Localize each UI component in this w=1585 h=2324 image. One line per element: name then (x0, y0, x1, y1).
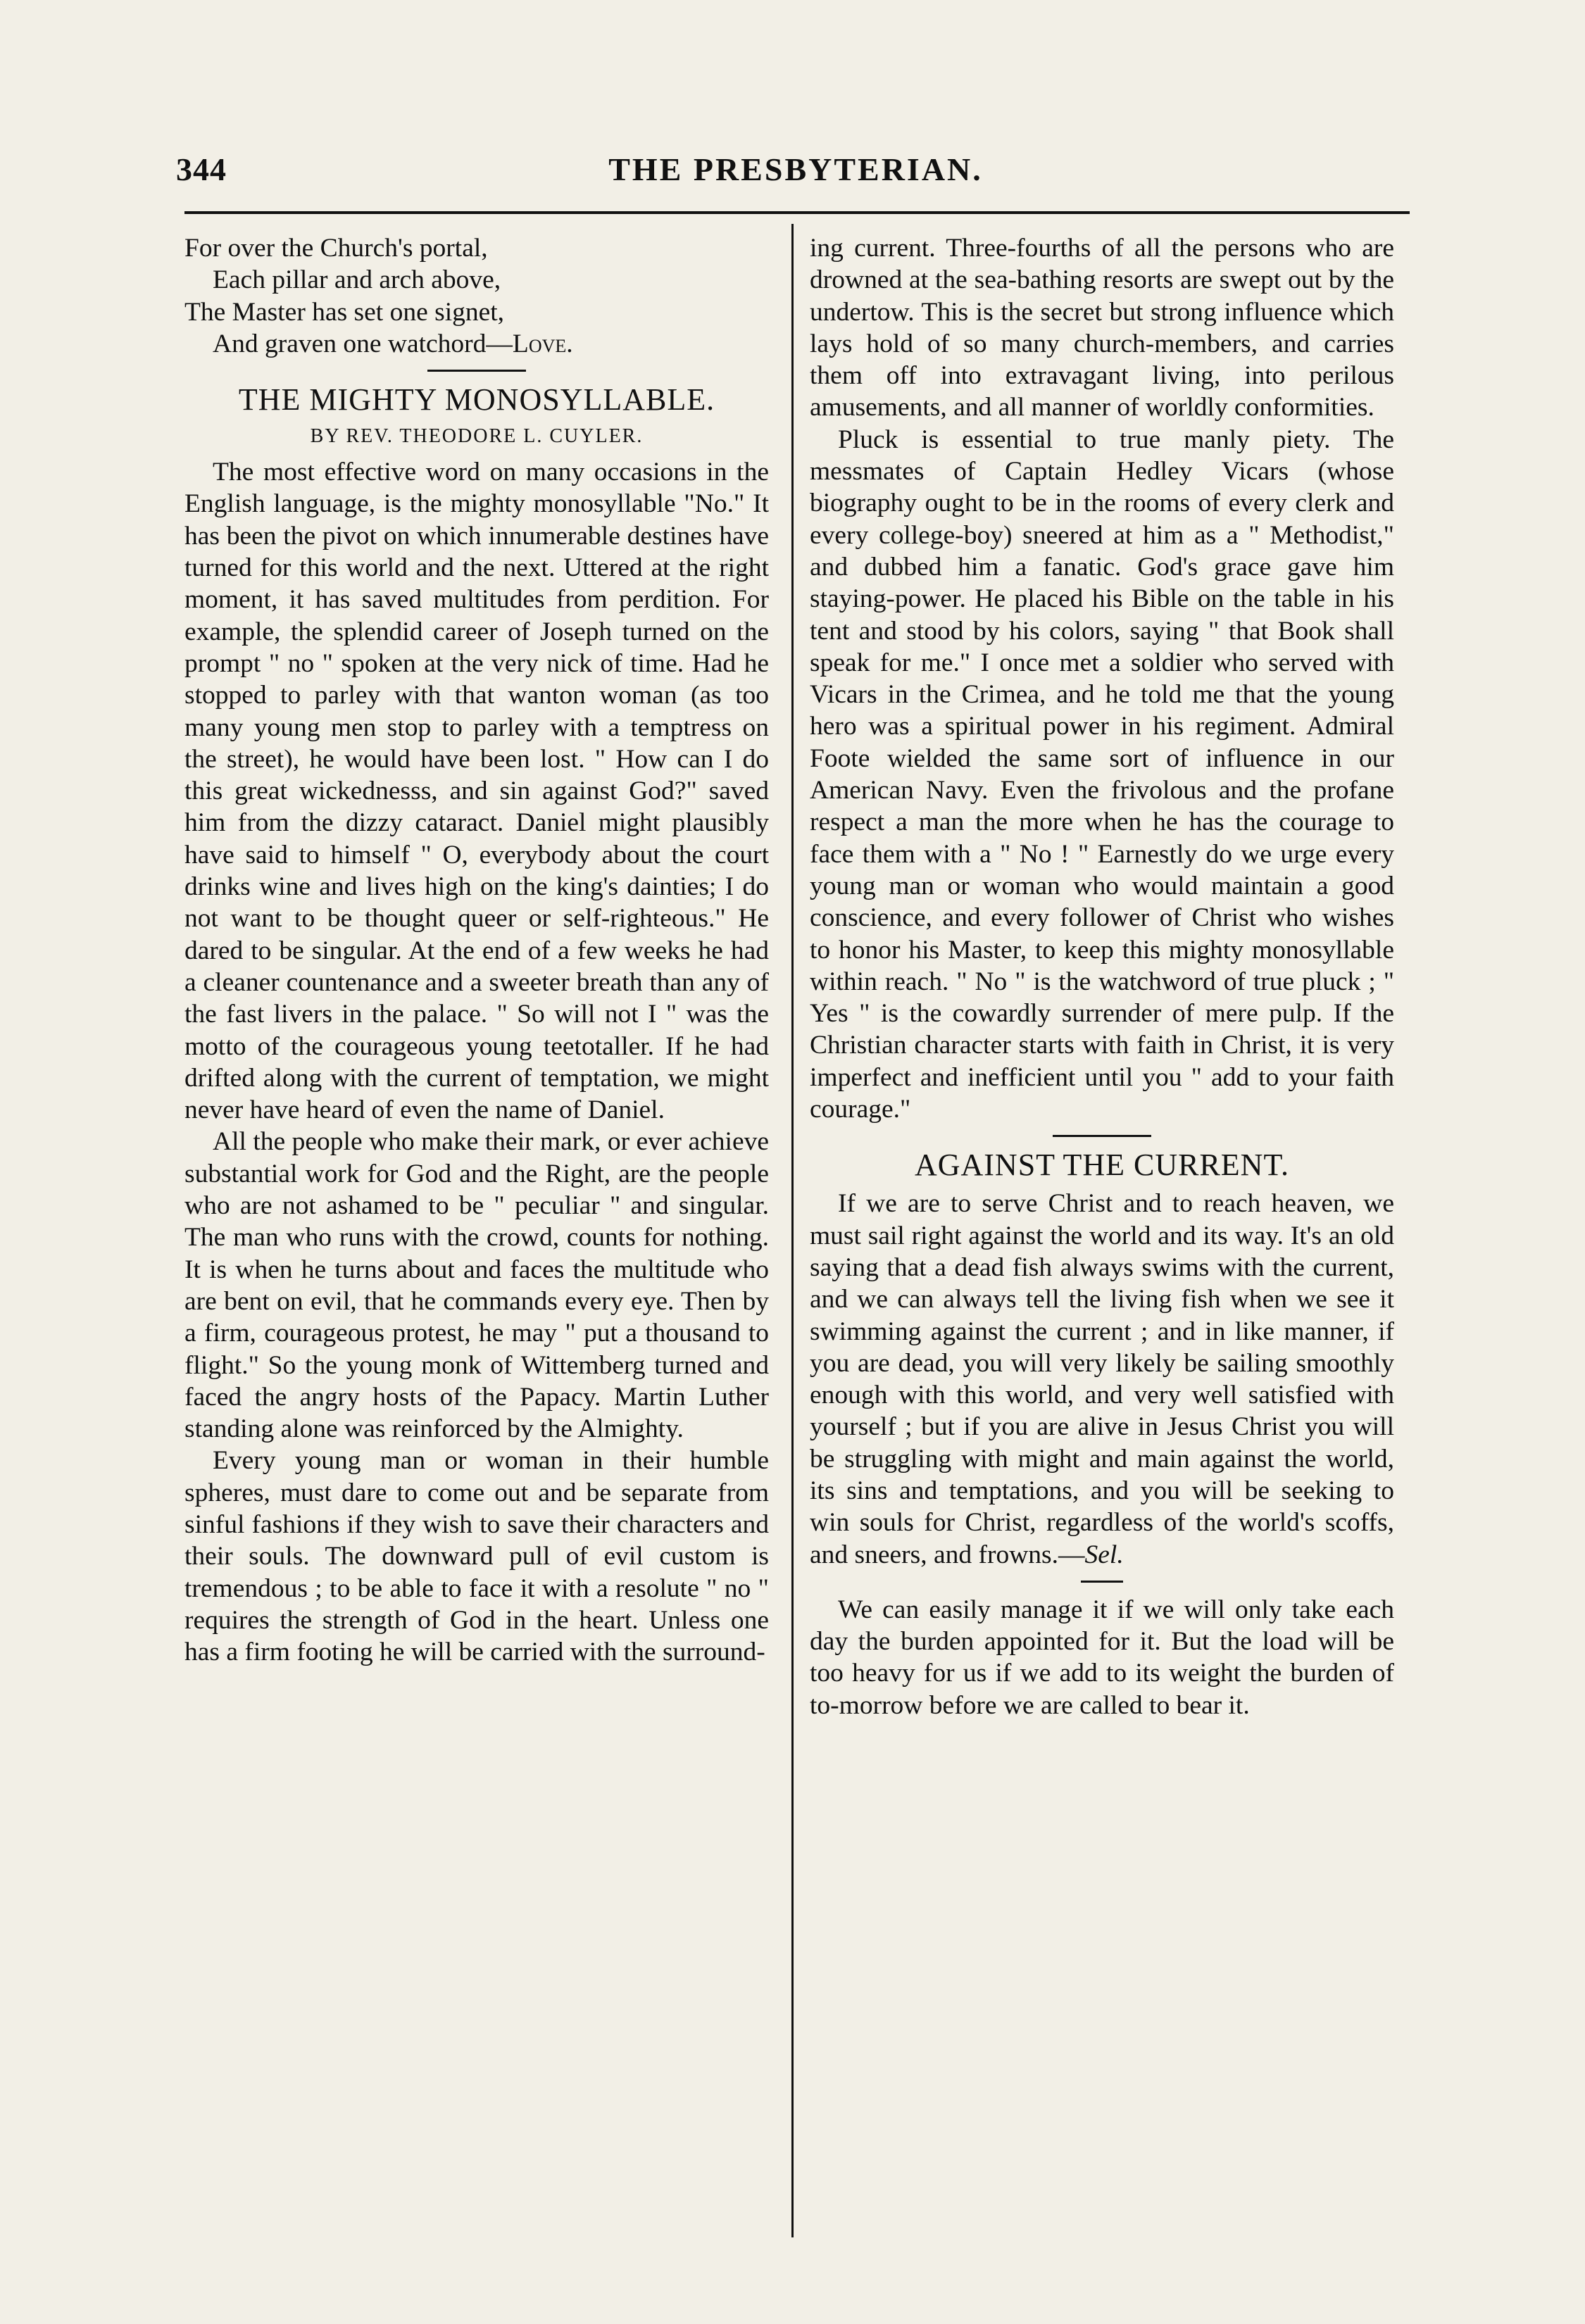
article-paragraph: The most effective word on many occasions in the English language, is the mighty monosyllable "No." It has been the pivot on which innumerable destines have turned for this world and the next. Uttered at the right moment, it has saved multitudes from perdition. For example, the splendid career of Joseph turned on the prompt " no " spoken at the very nick of time. Had he stopped to parley with that wanton woman (as too many young men stop to parley with a temptress on the street), he would have been lost. " How can I do this great wickednesss, and sin against God?" saved him from the dizzy cataract. Daniel might plausibly have said to himself " O, everybody about the court drinks wine and lives high on the king's dainties; I do not want to be thought queer or self-righteous." He dared to be singular. At the end of a few weeks he had a cleaner countenance and a sweeter breath than any of the fast livers in the palace. " So will not I " was the motto of the courageous young teetotaller. If he had drifted along with the current of temptation, we might never have heard of even the name of Daniel. (184, 458, 769, 1125)
poem-stanza (184, 232, 769, 360)
article-paragraph-continued: ing current. Three-fourths of all the persons who are drowned at the sea-bathing resorts are swept out by the undertow. This is the secret but strong influence which lays hold of so many church-members, and carries them off into extravagant living, into perilous amusements, and all manner of worldly conformities. (810, 234, 1394, 422)
article-title: AGAINST THE CURRENT. (914, 1148, 1290, 1183)
poem-line: For over the Church's portal, (184, 234, 488, 263)
poem-line: The Master has set one signet, (184, 297, 505, 327)
header-rule (184, 211, 1410, 214)
page-number: 344 (176, 151, 227, 187)
article-body: If we are to serve Christ and to reach heaven, we must sail right against the world and its way. It's an old saying that a dead fish always swims with the current, and we can always tell the living fish when we see it swimming against the current ; and in like manner, if you are dead, you will very likely be sailing smoothly enough with this world, and very well satisfied with yourself ; but if you are alive in Jesus Christ you will be struggling with might and main against the world, its sins and temptations, and you will be seeking to win souls for Christ, regardless of the world's scoffs, and sneers, and frowns.— (810, 1189, 1394, 1569)
article-paragraph: Pluck is essential to true manly piety. The messmates of Captain Hedley Vicars (whose biography ought to be in the rooms of every clerk and every college-boy) sneered at him as a " Methodist," and dubbed him a fanatic. God's grace gave him staying-power. He placed his Bible on the table in his tent and stood by his colors, saying " that Book shall speak for me." I once met a soldier who served with Vicars in the Crimea, and he told me that the young hero was a spiritual power in his regiment. Admiral Foote wielded the same sort of influence in our American Navy. Even the frivolous and the profane respect a man the more when he has the courage to face them with a " No ! " Earnestly do we urge every young man or woman who would maintain a good conscience, and every follower of Christ who wishes to honor his Master, to keep this mighty monosyllable within reach. " No " is the watchword of true pluck ; " Yes " is the cowardly surrender of mere pulp. If the Christian character starts with faith in Christ, it is very imperfect and inefficient until you " add to your faith courage." (810, 425, 1394, 1124)
poem-line (184, 328, 769, 360)
section-divider (1081, 1581, 1123, 1583)
poem-line-text: And graven one watchord— (213, 329, 513, 358)
closing-paragraph: We can easily manage it if we will only take each day the burden appointed for it. But the load will be too heavy for us if we add to its weight the burden of to-morrow before we are called to bear it. (810, 1595, 1394, 1720)
section-divider (427, 370, 526, 372)
article-title: THE MIGHTY MONOSYLLABLE. (238, 382, 715, 417)
article-paragraph (810, 1188, 1394, 1571)
column-divider (791, 224, 794, 2237)
article-paragraph: Every young man or woman in their humble spheres, must dare to come out and be separate from sinful fashions if they wish to save their characters and their souls. The downward pull of evil custom is tremendous ; to be able to face it with a resolute " no " requires the strength of God in the heart. Unless one has a firm footing he will be carried with the surround- (184, 1446, 769, 1667)
poem-last-word: Love. (512, 329, 573, 358)
poem-line: Each pillar and arch above, (213, 265, 501, 295)
article-source: Sel. (1084, 1540, 1124, 1569)
left-column (184, 232, 769, 2239)
section-divider (1053, 1135, 1151, 1137)
article-paragraph: All the people who make their mark, or ever achieve substantial work for God and the Right, are the people who are not ashamed to be " peculiar " and singular. The man who runs with the crowd, counts for nothing. It is when he turns about and faces the multitude who are bent on evil, that he commands every eye. Then by a firm, courageous protest, he may " put a thousand to flight." So the young monk of Wittemberg turned and faced the angry hosts of the Papacy. Martin Luther standing alone was reinforced by the Almighty. (184, 1127, 769, 1444)
running-title: THE PRESBYTERIAN. (608, 151, 983, 187)
article-byline: BY REV. THEODORE L. CUYLER. (310, 425, 644, 448)
right-column (810, 232, 1394, 2239)
page-header (176, 141, 1415, 197)
